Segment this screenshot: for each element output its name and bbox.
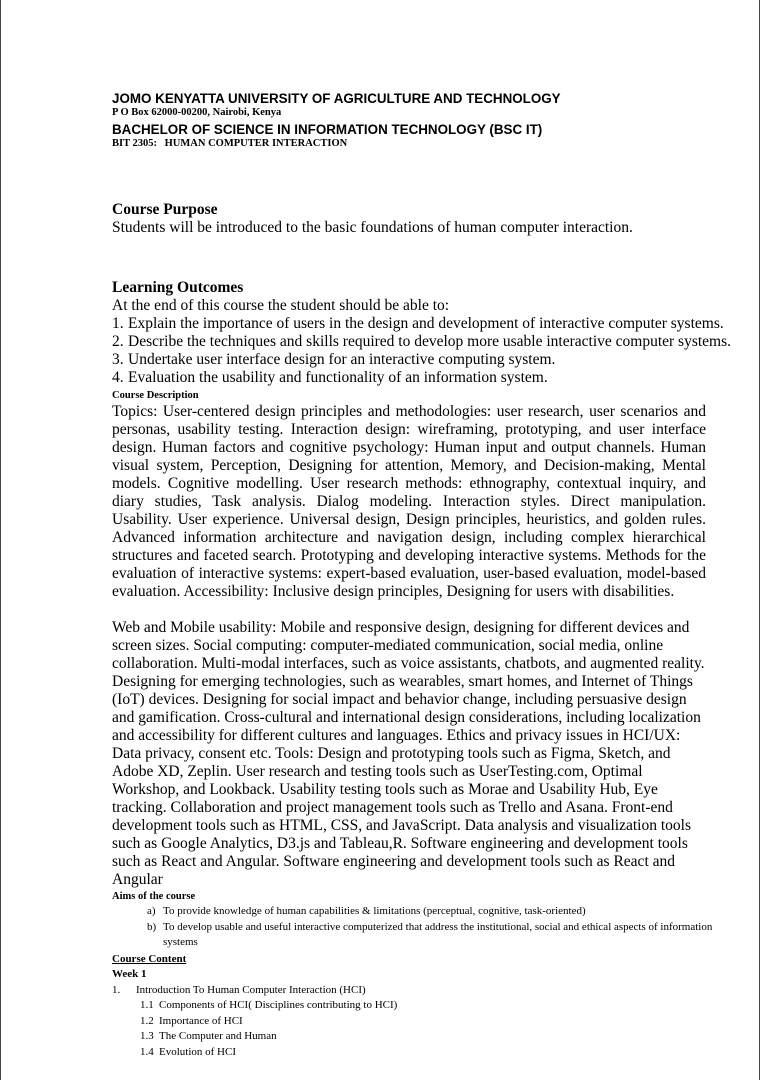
description-paragraph-1: Topics: User-centered design principles and methodologies: user research, user scenarios and personas, usability testing. Interaction design: wireframing, prototyping, and user interface design. Human factors and cognitive psychology: Human input and output channels. Human visual system, Perception, Designing for attention, Memory, and Decision-making, Mental models. Cognitive modelling. User research methods: ethnography, contextual inquiry, and diary studies, Task analysis. Dialog modeling. Interaction styles. Direct manipulation. Usability. User experience. Universal design, Design principles, heuristics, and golden rules. Advanced information architecture and navigation design, including complex hierarchical structures and faceted search. Prototyping and developing interactive systems. Methods for the evaluation of interactive systems: expert-based evaluation, user-based evaluation, model-based evaluation. Accessibility: Inclusive design principles, Designing for users with disabilities.	[112, 403, 706, 600]
topic-item: 1. Introduction To Human Computer Interaction (HCI) 1.1 Components of HCI( Disciplines contributing to HCI) 1.2 Importance of HCI 1.3 The Computer and Human 1.4 Evolution of HCI	[112, 983, 706, 1061]
course-title: HUMAN COMPUTER INTERACTION	[164, 138, 348, 149]
description-paragraph-2: Web and Mobile usability: Mobile and responsive design, designing for different devices and screen sizes. Social computing: computer-mediated communication, social media, online collaboration. Multi-modal interfaces, such as voice assistants, chatbots, and augmented reality. Designing for emerging technologies, such as wearables, smart homes, and Internet of Things (IoT) devices. Designing for social impact and behavior change, including persuasive design and gamification. Cross-cultural and international design considerations, including localization and accessibility for different cultures and languages. Ethics and privacy issues in HCI/UX: Data privacy, consent etc. Tools: Design and prototyping tools such as Figma, Sketch, and Adobe XD, Zeplin. User research and testing tools such as UserTesting.com, Optimal Workshop, and Lookback. Usability testing tools such as Morae and Usability Hub, Eye tracking. Collaboration and project management tools such as Trello and Asana. Front-end development tools such as HTML, CSS, and JavaScript. Data analysis and visualization tools such as Google Analytics, D3.js and Tableau,R. Software engineering and development tools such as React and Angular. Software engineering and development tools such as React and Angular	[112, 619, 705, 888]
outcomes-heading: Learning Outcomes	[112, 279, 244, 296]
list-item: 4. Evaluation the usability and functionality of an information system.	[112, 369, 548, 386]
course-code-line	[112, 137, 706, 151]
outcomes-list	[112, 297, 732, 387]
purpose-text: Students will be introduced to the basic foundations of human computer interaction.	[112, 219, 633, 236]
course-code: BIT 2305:	[112, 138, 158, 149]
list-item: a) To provide knowledge of human capabilities & limitations (perceptual, cognitive, task-oriented)	[147, 905, 586, 917]
list-item: 3. Undertake user interface design for an interactive computing system.	[112, 351, 556, 368]
outcomes-intro: At the end of this course the student should be able to:	[112, 297, 450, 314]
description-heading: Course Description	[112, 390, 199, 401]
aims-heading: Aims of the course	[112, 891, 196, 902]
university-name: JOMO KENYATTA UNIVERSITY OF AGRICULTURE AND TECHNOLOGY	[112, 91, 561, 106]
list-item: 1.3 The Computer and Human	[140, 1030, 277, 1042]
list-item: b) To develop usable and useful interactive computerized that address the institutional, social and ethical aspects of information systems	[147, 920, 713, 948]
content-heading: Course Content	[112, 952, 187, 965]
program-title: BACHELOR OF SCIENCE IN INFORMATION TECHNOLOGY (BSC IT)	[112, 122, 543, 137]
list-item: 1.2 Importance of HCI	[140, 1014, 243, 1027]
list-item: 1.1 Components of HCI( Disciplines contributing to HCI)	[140, 999, 398, 1011]
list-item: 1. Explain the importance of users in the design and development of interactive computer systems.	[112, 315, 724, 332]
list-item: 1.4 Evolution of HCI	[140, 1045, 236, 1058]
aims-list	[147, 904, 722, 951]
address: P O Box 62000-00200, Nairobi, Kenya	[112, 107, 282, 118]
week-label: Week 1	[112, 968, 147, 980]
list-item: 2. Describe the techniques and skills required to develop more usable interactive computer systems.	[112, 333, 732, 350]
purpose-heading: Course Purpose	[112, 201, 218, 218]
